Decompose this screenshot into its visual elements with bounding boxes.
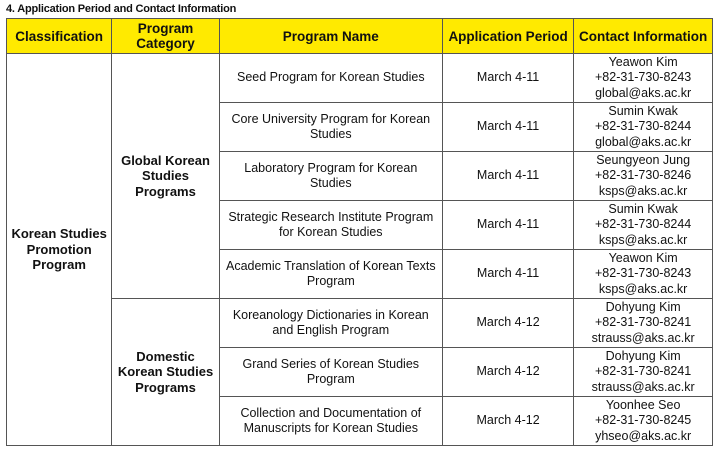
contact-information-cell <box>574 152 713 201</box>
contact-name: Dohyung Kim <box>605 299 681 314</box>
contact-phone: +82-31-730-8241 <box>595 364 692 379</box>
contact-information-cell <box>574 54 713 103</box>
contact-phone: +82-31-730-8241 <box>595 315 692 330</box>
header-application-period: Application Period <box>442 19 573 54</box>
contact-information-cell <box>574 250 713 299</box>
contact-information-cell <box>574 348 713 397</box>
table-body <box>7 54 713 446</box>
program-name-cell: Koreanology Dictionaries in Korean and English Program <box>219 299 442 348</box>
contact-name: Yeawon Kim <box>608 54 678 69</box>
header-program-name: Program Name <box>219 19 442 54</box>
program-name-cell: Grand Series of Korean Studies Program <box>219 348 442 397</box>
program-name-cell: Strategic Research Institute Program for Korean Studies <box>219 201 442 250</box>
header-classification: Classification <box>7 19 112 54</box>
contact-name: Dohyung Kim <box>605 348 681 363</box>
program-category-cell: Domestic Korean Studies Programs <box>112 299 219 446</box>
contact-phone: +82-31-730-8246 <box>595 168 692 183</box>
contact-email: strauss@aks.ac.kr <box>591 330 695 345</box>
application-period-cell: March 4-11 <box>442 250 573 299</box>
contact-email: global@aks.ac.kr <box>595 85 692 100</box>
contact-name: Sumin Kwak <box>608 201 678 216</box>
program-name-cell: Core University Program for Korean Studies <box>219 103 442 152</box>
program-category-cell: Global Korean Studies Programs <box>112 54 219 299</box>
application-period-cell: March 4-11 <box>442 152 573 201</box>
program-name-cell: Seed Program for Korean Studies <box>219 54 442 103</box>
application-period-cell: March 4-12 <box>442 397 573 446</box>
contact-phone: +82-31-730-8244 <box>595 119 692 134</box>
program-name-cell: Laboratory Program for Korean Studies <box>219 152 442 201</box>
contact-name: Sumin Kwak <box>608 103 678 118</box>
contact-phone: +82-31-730-8244 <box>595 217 692 232</box>
contact-information-cell <box>574 201 713 250</box>
table-header-row <box>7 19 713 54</box>
program-name-cell: Academic Translation of Korean Texts Program <box>219 250 442 299</box>
contact-email: yhseo@aks.ac.kr <box>595 428 692 443</box>
contact-information-cell <box>574 103 713 152</box>
contact-name: Yeawon Kim <box>608 250 678 265</box>
program-name-cell: Collection and Documentation of Manuscripts for Korean Studies <box>219 397 442 446</box>
section-heading: 4. Application Period and Contact Information <box>6 3 237 15</box>
contact-phone: +82-31-730-8245 <box>595 413 692 428</box>
contact-information-cell <box>574 299 713 348</box>
application-period-cell: March 4-11 <box>442 201 573 250</box>
header-contact-information: Contact Information <box>574 19 713 54</box>
application-period-cell: March 4-12 <box>442 299 573 348</box>
application-period-cell: March 4-11 <box>442 54 573 103</box>
contact-name: Yoonhee Seo <box>605 397 681 412</box>
table-row <box>7 299 713 348</box>
contact-email: strauss@aks.ac.kr <box>591 379 695 394</box>
contact-email: global@aks.ac.kr <box>595 134 692 149</box>
application-period-cell: March 4-11 <box>442 103 573 152</box>
program-table <box>6 18 713 446</box>
header-program-category: Program Category <box>112 19 219 54</box>
contact-information-cell <box>574 397 713 446</box>
contact-phone: +82-31-730-8243 <box>595 70 692 85</box>
contact-email: ksps@aks.ac.kr <box>598 183 688 198</box>
contact-name: Seungyeon Jung <box>596 152 691 167</box>
application-period-cell: March 4-12 <box>442 348 573 397</box>
contact-phone: +82-31-730-8243 <box>595 266 692 281</box>
table-row <box>7 54 713 103</box>
contact-email: ksps@aks.ac.kr <box>598 281 688 296</box>
contact-email: ksps@aks.ac.kr <box>598 232 688 247</box>
classification-cell: Korean Studies Promotion Program <box>7 54 112 446</box>
